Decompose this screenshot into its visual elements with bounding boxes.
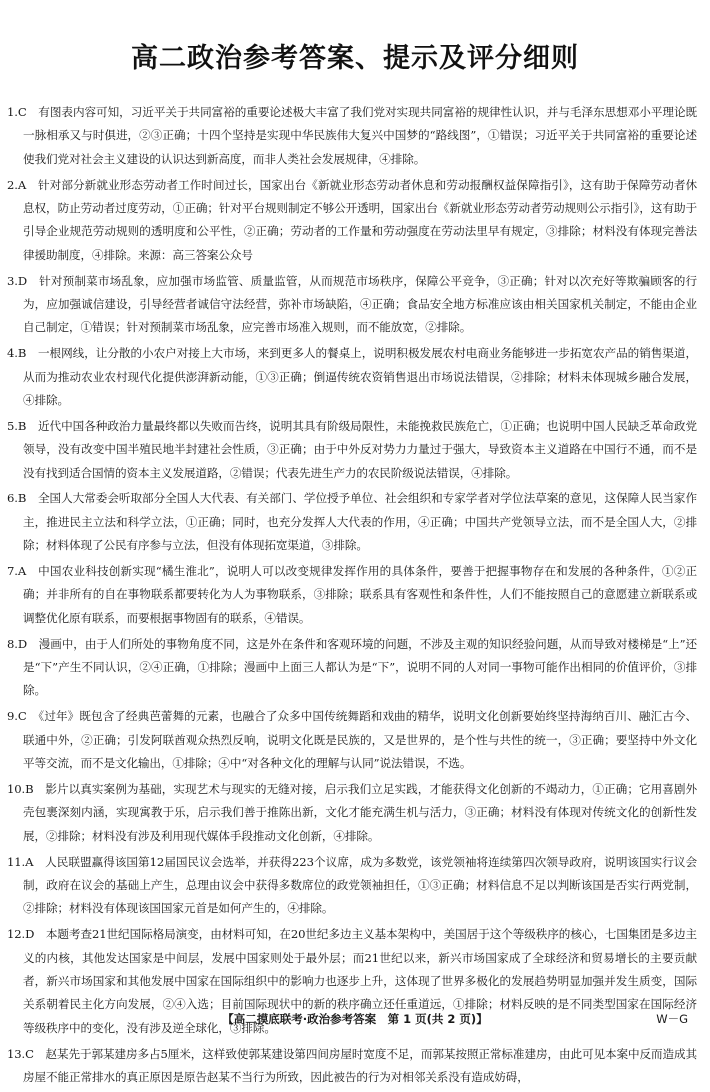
answer-text: 一根网线，让分散的小农户对接上大市场，来到更多人的餐桌上，说明积极发展农村电商业务能够进一步拓宽农产品的销售渠道，从而为推动农业农村现代化提供澎湃新动能，①③正确；倒逼传统农资销售退出市场说法错误，②排除；材料未体现城乡融合发展，④排除。 [23, 346, 697, 408]
answer-item-10 [0, 778, 710, 848]
answer-number: 11.A [7, 854, 34, 869]
answer-text: 有图表内容可知，习近平关于共同富裕的重要论述极大丰富了我们党对实现共同富裕的规律性认识，并与毛泽东思想邓小平理论既一脉相承又与时俱进，②③正确；十四个坚持是实现中华民族伟大复兴中国梦的“路线图”，①错误；习近平关于共同富裕的重要论述使我们党对社会主义建设的认识达到新高度，而非人类社会发展规律，④排除。 [23, 105, 697, 166]
answer-text: 漫画中，由于人们所处的事物角度不同，这是外在条件和客观环境的问题，不涉及主观的知识经验问题，从而导致对楼梯是“上”还是“下”产生不同认识，②④正确，①排除；漫画中上面三人都认为是“下”，说明不同的人对同一事物可能作出相同的价值评价，③排除。 [23, 636, 697, 698]
answer-item-5 [0, 415, 710, 485]
answer-number: 9.C [7, 709, 27, 724]
answer-text: 全国人大常委会听取部分全国人大代表、有关部门、学位授予单位、社会组织和专家学者对学位法草案的意见，这保障人民当家作主，推进民主立法和科学立法，①正确；同时，也充分发挥人大代表的作用，④正确；中国共产党领导立法，而不是全国人大，②排除；材料体现了公民有序参与立法，但没有体现拓宽渠道，③排除。 [23, 491, 697, 553]
answer-item-13 [0, 1043, 710, 1090]
answer-number: 10.B [7, 781, 34, 796]
answer-number: 2.A [7, 177, 27, 192]
answer-text: 《过年》既包含了经典芭蕾舞的元素，也融合了众多中国传统舞蹈和戏曲的精华，说明文化创新要始终坚持海纳百川、融汇古今、联通中外，②正确；引发阿联酋观众热烈反响，说明文化既是民族的，又是世界的，是个性与共性的统一，③正确；要坚持中外文化平等交流，而不是文化输出，①排除；④中“对各种文化的理解与认同”说法错误，不选。 [23, 709, 697, 771]
answer-number: 13.C [7, 1046, 34, 1061]
answer-number: 12.D [7, 927, 35, 942]
answer-text: 影片以真实案例为基础，实现艺术与现实的无缝对接，启示我们立足实践，才能获得文化创新的不竭动力，①正确；它用喜剧外壳包裹深刻内涵，实现寓教于乐，启示我们善于推陈出新，文化才能充满生机与活力，③正确；材料没有体现对传统文化的创新性发展，②排除；材料没有涉及利用现代媒体手段推动文化创新，④排除。 [23, 781, 698, 843]
answer-text: 人民联盟赢得该国第12届国民议会选举，并获得223个议席，成为多数党，该党领袖将连续第四次领导政府，说明该国实行议会制，政府在议会的基础上产生，总理由议会中获得多数席位的政党领袖担任，①③正确；材料信息不足以判断该国是否实行两党制，②排除；材料没有体现该国国家元首是如何产生的，④排除。 [23, 854, 697, 916]
answer-item-9 [0, 705, 710, 775]
answer-number: 7.A [7, 564, 27, 579]
answer-text: 中国农业科技创新实现“橘生淮北”，说明人可以改变规律发挥作用的具体条件，要善于把握事物存在和发展的各种条件，①②正确；并非所有的自在事物联系都要转化为人为事物联系，③排除；联系具有客观性和条件性，人们不能按照自己的意愿建立新联系或调整优化原有联系，而要根据事物固有的联系，④错误。 [23, 564, 697, 625]
answer-item-4 [0, 342, 710, 412]
answer-item-7 [0, 560, 710, 630]
answer-item-8 [0, 633, 710, 703]
answer-item-2 [0, 174, 710, 268]
answer-number: 4.B [7, 346, 27, 361]
answer-item-6 [0, 487, 710, 557]
answer-text: 赵某先于郭某建房多占5厘米，这样致使郭某建设第四间房屋时宽度不足，而郭某按照正常标准建房，由此可见本案中反而造成其房屋不能正常排水的真正原因是原告赵某不当行为所致，因此被告的行为对相邻关系没有造成妨碍， [23, 1046, 698, 1084]
answer-number: 1.C [7, 105, 27, 119]
answer-text: 针对部分新就业形态劳动者工作时间过长，国家出台《新就业形态劳动者休息和劳动报酬权益保障指引》，这有助于保障劳动者休息权，防止劳动者过度劳动，①正确；针对平台规则制定不够公开透明，国家出台《新就业形态劳动者劳动规则公示指引》，这有助于引导企业规范劳动规则的透明度和公平性，②正确；劳动者的工作量和劳动强度在劳动法里早有规定，③排除；材料没有体现完善法律援助制度，④排除。来源：高三答案公众号 [23, 177, 697, 262]
answer-text: 本题考查21世纪国际格局演变，由材料可知，在20世纪多边主义基本架构中，美国居于这个等级秩序的核心，七国集团是多边主义的内核，其他发达国家是中间层，发展中国家则处于最外层；而21世纪以来，新兴市场国家成了全球经济和贸易增长的主要贡献者，新兴市场国家和其他发展中国家在国际组织中的影响力也逐步上升，这体现了世界多极化的发展趋势明显加强并发生质变，国际关系朝着民主化方向发展，②④入选；目前国际现状中的新的秩序确立还任重道远，①排除；材料反映的是不同类型国家在国际经济等级秩序中的变化，没有涉及逆全球化，③排除。 [23, 927, 697, 1035]
answer-number: 5.B [7, 418, 27, 433]
answer-item-1 [0, 101, 710, 171]
page-title: 高二政治参考答案、提示及评分细则 [131, 43, 579, 74]
footer-page-info: 【高二摸底联考·政治参考答案 第 1 页(共 2 页)】 [222, 1012, 488, 1026]
answer-number: 6.B [7, 491, 27, 506]
answer-list [0, 101, 710, 1092]
footer-code: W－G [656, 1012, 688, 1026]
answer-item-11 [0, 851, 710, 921]
answer-item-3 [0, 270, 710, 340]
page-footer [0, 1007, 710, 1033]
answer-number: 3.D [7, 273, 28, 288]
answer-text: 近代中国各种政治力量最终都以失败而告终，说明其具有阶级局限性，未能挽救民族危亡，①正确；也说明中国人民缺乏革命政党领导，没有改变中国半殖民地半封建社会性质，③正确；由于中外反对势力力量过于强大，导致资本主义道路在中国行不通，而不是没有找到适合国情的资本主义发展道路，②错误；代表先进生产力的农民阶级说法错误，④排除。 [23, 418, 697, 480]
answer-number: 8.D [7, 636, 28, 651]
answer-text: 针对预制菜市场乱象，应加强市场监管、质量监管，从而规范市场秩序，保障公平竞争，③正确；针对以次充好等欺骗顾客的行为，应加强诚信建设，引导经营者诚信守法经营，弥补市场缺陷，④正确；食品安全地方标准应该由相关国家机关制定，不能由企业自己制定，①错误；针对预制菜市场乱象，应完善市场准入规则，而不能放宽，②排除。 [23, 273, 697, 335]
